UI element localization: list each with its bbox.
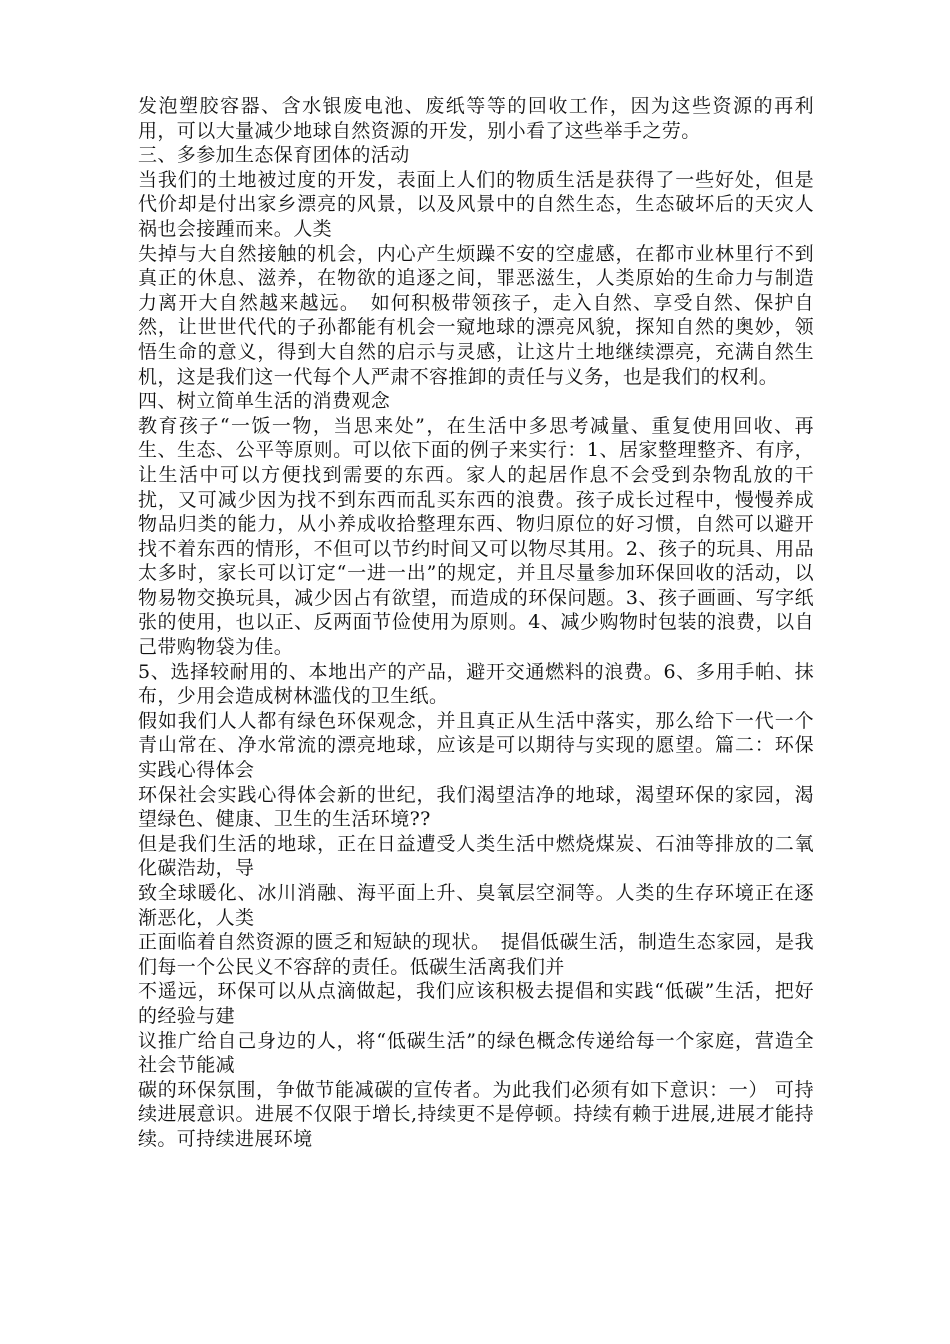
paragraph-share-concept: 议推广给自己身边的人，将“低碳生活”的绿色概念传递给每一个家庭，营造全社会节能减 bbox=[138, 1029, 814, 1077]
paragraph-recycling-end: 发泡塑胶容器、含水银废电池、废纸等等的回收工作，因为这些资源的再利用，可以大量减少地球自然资源的开发，别小看了这些举手之劳。 bbox=[138, 95, 814, 142]
paragraph-green-awareness: 假如我们人人都有绿色环保观念，并且真正从生活中落实，那么给下一代一个青山常在、净水常流的漂亮地球，应该是可以期待与实现的愿望。篇二：环保实践心得体会 bbox=[138, 709, 814, 782]
heading-simple-living: 四、树立简单生活的消费观念 bbox=[138, 390, 391, 413]
heading-ecology-groups: 三、多参加生态保育团体的活动 bbox=[138, 144, 410, 167]
document-page bbox=[138, 94, 814, 1152]
paragraph-resource-shortage: 正面临着自然资源的匮乏和短缺的现状。 提倡低碳生活，制造生态家园，是我们每一个公民义不容辞的责任。低碳生活离我们并 bbox=[138, 931, 814, 978]
paragraph-co2-emissions: 但是我们生活的地球，正在日益遭受人类生活中燃烧煤炭、石油等排放的二氧化碳浩劫，导 bbox=[138, 832, 814, 880]
paragraph-practice-experience: 环保社会实践心得体会新的世纪，我们渴望洁净的地球，渴望环保的家园，渴望绿色、健康、卫生的生活环境?? bbox=[138, 783, 814, 831]
paragraph-educate-children: 教育孩子“一饭一物，当思来处”，在生活中多思考减量、重复使用回收、再生、生态、公平等原则。可以依下面的例子来实行：1、居家整理整齐、有序，让生活中可以方便找到需要的东西。家人的起居作息不会受到杂物乱放的干扰，又可减少因为找不到东西而乱买东西的浪费。孩子成长过程中，慢慢养成物品归类的能力，从小养成收拾整理东西、物归原位的好习惯，自然可以避开找不着东西的情形，不但可以节约时间又可以物尽其用。2、孩子的玩具、用品太多时，家长可以订定“一进一出”的规定，并且尽量参加环保回收的活动，以物易物交换玩具，减少因占有欲望，而造成的环保问题。3、孩子画画、写字纸张的使用，也以正、反两面节俭使用为原则。4、减少购物时包装的浪费，以自己带购物袋为佳。 bbox=[138, 414, 814, 659]
paragraph-sustainable-awareness: 碳的环保氛围，争做节能减碳的宣传者。为此我们必须有如下意识：一） 可持续进展意识。进展不仅限于增长,持续更不是停顿。持续有赖于进展,进展才能持续。可持续进展环境 bbox=[138, 1078, 814, 1150]
paragraph-global-warming: 致全球暖化、冰川消融、海平面上升、臭氧层空洞等。人类的生存环境正在逐渐恶化，人类 bbox=[138, 882, 814, 929]
paragraph-land-development: 当我们的土地被过度的开发，表面上人们的物质生活是获得了一些好处，但是代价却是付出家乡漂亮的风景，以及风景中的自然生态，生态破坏后的天灾人祸也会接踵而来。人类 bbox=[138, 168, 814, 240]
paragraph-low-carbon-practice: 不遥远，环保可以从点滴做起，我们应该积极去提倡和实践“低碳”生活，把好的经验与建 bbox=[138, 980, 814, 1027]
paragraph-lost-nature: 失掉与大自然接触的机会，内心产生烦躁不安的空虚感，在都市业林里行不到真正的休息、滋养，在物欲的追逐之间，罪恶滋生，人类原始的生命力与制造力离开大自然越来越远。 如何积极带领孩子，走入自然、享受自然、保护自然，让世世代代的子孙都能有机会一窥地球的漂亮风貌，探知自然的奥妙，领悟生命的意义，得到大自然的启示与灵感，让这片土地继续漂亮，充满自然生机，这是我们这一代每个人严肃不容推卸的责任与义务，也是我们的权利。 bbox=[138, 242, 814, 388]
paragraph-durable-products: 5、选择较耐用的、本地出产的产品，避开交通燃料的浪费。6、多用手帕、抹布，少用会造成树林滥伐的卫生纸。 bbox=[138, 660, 814, 708]
